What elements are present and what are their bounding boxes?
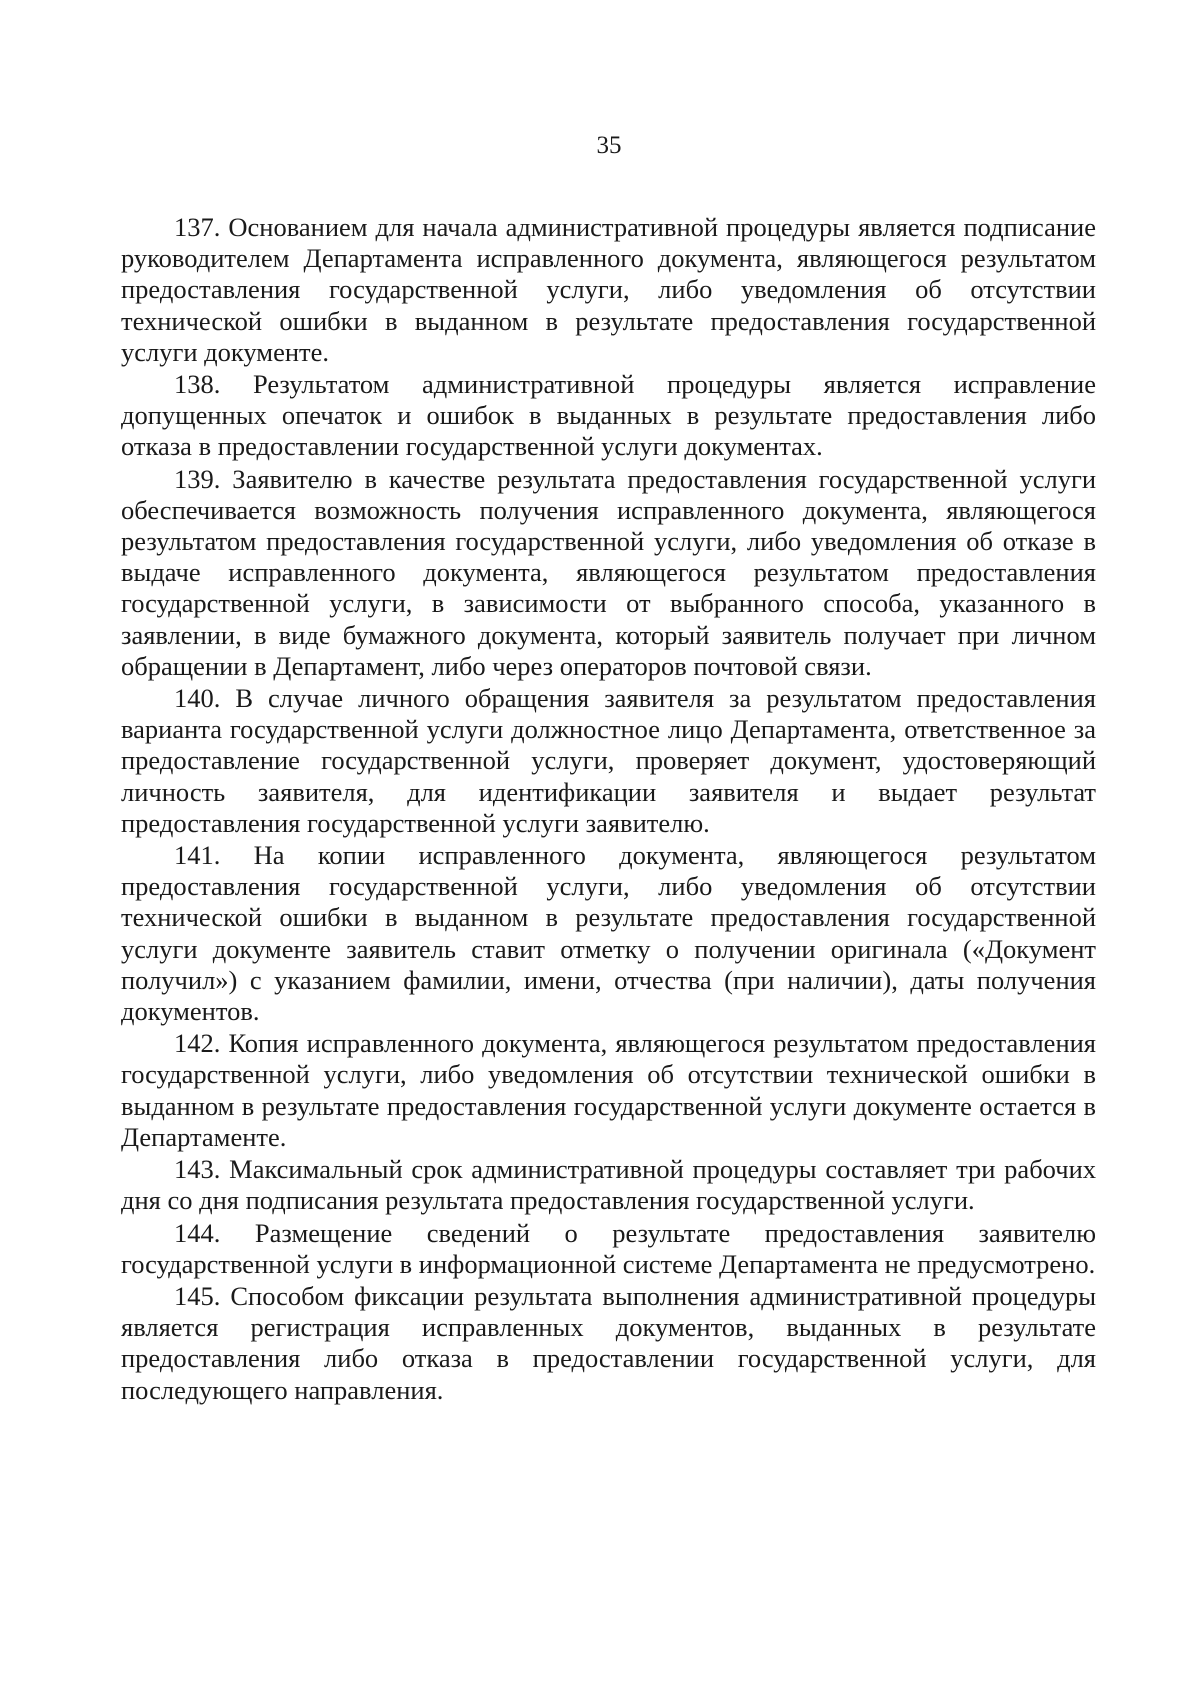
paragraph-137: 137. Основанием для начала административной процедуры является подписание руководителем Департамента исправленного документа, являющегося результатом предоставления государственной услуги, либо уведомления об отсутствии технической ошибки в выданном в результате предоставления государственной услуги документе.	[121, 212, 1096, 367]
paragraph-142: 142. Копия исправленного документа, являющегося результатом предоставления государственной услуги, либо уведомления об отсутствии технической ошибки в выданном в результате предоставления государственной услуги документе остается в Департаменте.	[121, 1028, 1096, 1152]
paragraph-139: 139. Заявителю в качестве результата предоставления государственной услуги обеспечивается возможность получения исправленного документа, являющегося результатом предоставления государственной услуги, либо уведомления об отказе в выдаче исправленного документа, являющегося результатом предоставления государственной услуги, в зависимости от выбранного способа, указанного в заявлении, в виде бумажного документа, который заявитель получает при личном обращении в Департамент, либо через операторов почтовой связи.	[121, 463, 1096, 681]
paragraph-140: 140. В случае личного обращения заявителя за результатом предоставления варианта государственной услуги должностное лицо Департамента, ответственное за предоставление государственной услуги, проверяет документ, удостоверяющий личность заявителя, для идентификации заявителя и выдает результат предоставления государственной услуги заявителю.	[121, 683, 1096, 838]
document-body	[121, 212, 1096, 1406]
paragraph-143: 143. Максимальный срок административной процедуры составляет три рабочих дня со дня подписания результата предоставления государственной услуги.	[121, 1154, 1096, 1216]
paragraph-138: 138. Результатом административной процедуры является исправление допущенных опечаток и ошибок в выданных в результате предоставления либо отказа в предоставлении государственной услуги документах.	[121, 369, 1096, 462]
paragraph-144: 144. Размещение сведений о результате предоставления заявителю государственной услуги в информационной системе Департамента не предусмотрено.	[121, 1217, 1096, 1279]
page-number: 35	[596, 132, 622, 159]
paragraph-145: 145. Способом фиксации результата выполнения административной процедуры является регистрация исправленных документов, выданных в результате предоставления либо отказа в предоставлении государственной услуги, для последующего направления.	[121, 1280, 1096, 1405]
paragraph-141: 141. На копии исправленного документа, являющегося результатом предоставления государственной услуги, либо уведомления об отсутствии технической ошибки в выданном в результате предоставления государственной услуги документе заявитель ставит отметку о получении оригинала («Документ получил») с указанием фамилии, имени, отчества (при наличии), даты получения документов.	[121, 840, 1096, 1027]
